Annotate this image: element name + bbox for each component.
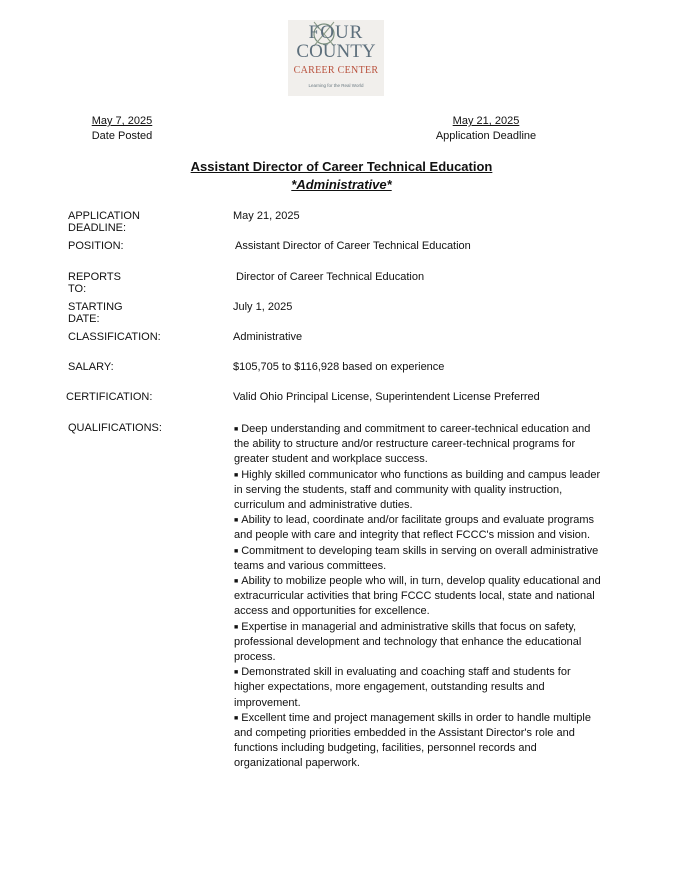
field-label: CERTIFICATION:: [66, 391, 153, 403]
field-label: SALARY:: [68, 361, 114, 373]
field-label: CLASSIFICATION:: [68, 331, 161, 343]
qualification-item: ■ Deep understanding and commitment to career-technical education and the ability to structure and/or restructure career-technical programs for greater student and workplace success.: [234, 423, 591, 466]
logo-line-2: COUNTY: [296, 41, 376, 62]
application-deadline-block: [430, 114, 542, 144]
bullet-icon: ■: [234, 471, 239, 479]
job-title: Assistant Director of Career Technical Education: [190, 159, 493, 174]
field-label: APPLICATION DEADLINE:: [68, 210, 140, 234]
logo-line-3: CAREER CENTER: [293, 65, 379, 76]
bullet-icon: ■: [234, 547, 239, 555]
qualification-item: ■ Highly skilled communicator who functions as building and campus leader in serving the students, staff and community with quality instruction, curriculum and administrative duties.: [234, 468, 601, 512]
job-classification-subtitle: *Administrative*: [291, 177, 392, 192]
bullet-icon: ■: [234, 714, 239, 722]
bullet-icon: ■: [234, 669, 239, 677]
field-value: Director of Career Technical Education: [236, 271, 425, 283]
qualification-item: ■ Expertise in managerial and administrative skills that focus on safety, professional development and technology that enhance the educational process.: [234, 620, 582, 664]
date-posted-label: Date Posted: [91, 130, 153, 142]
field-label: POSITION:: [68, 240, 124, 252]
application-deadline-label: Application Deadline: [435, 130, 537, 142]
logo-tagline: Learning for the Real World: [308, 83, 364, 88]
qualification-item: ■ Ability to mobilize people who will, in turn, develop quality educational and extracurricular activities that bring FCCC students local, state and national access and opportunities for excellence.: [234, 575, 601, 618]
field-value: $105,705 to $116,928 based on experience: [233, 361, 445, 373]
field-label: REPORTS TO:: [68, 271, 121, 295]
qualifications-label: QUALIFICATIONS:: [68, 422, 162, 434]
qualification-item: ■ Excellent time and project management skills in order to handle multiple and competing priorities embedded in the Assistant Director's role and functions including budgeting, facilities, personnel records and organizational paperwork.: [234, 711, 591, 770]
qualification-item: ■ Ability to lead, coordinate and/or facilitate groups and evaluate programs and people with care and integrity that reflect FCCC's mission and vision.: [234, 514, 595, 542]
qualification-item: ■ Commitment to developing team skills in serving on overall administrative teams and various committees.: [234, 544, 599, 572]
date-posted-value: May 7, 2025: [91, 115, 153, 127]
bullet-icon: ■: [234, 517, 239, 525]
four-county-logo: [288, 20, 384, 96]
logo-line-1: FOUR: [308, 22, 364, 43]
field-value: Assistant Director of Career Technical Education: [235, 240, 471, 252]
qualification-item: ■ Demonstrated skill in evaluating and coaching staff and students for higher expectations, more engagement, outstanding results and improvement.: [234, 666, 571, 709]
qualifications-list: [234, 422, 604, 772]
field-value: May 21, 2025: [233, 210, 300, 222]
application-deadline-value: May 21, 2025: [452, 115, 520, 127]
field-value: July 1, 2025: [233, 301, 293, 313]
bullet-icon: ■: [234, 426, 239, 433]
bullet-icon: ■: [234, 578, 239, 586]
date-posted-block: [82, 114, 162, 144]
bullet-icon: ■: [234, 623, 239, 631]
field-label: STARTING DATE:: [68, 301, 123, 325]
field-value: Administrative: [233, 331, 303, 343]
field-value: Valid Ohio Principal License, Superintendent License Preferred: [233, 391, 540, 403]
